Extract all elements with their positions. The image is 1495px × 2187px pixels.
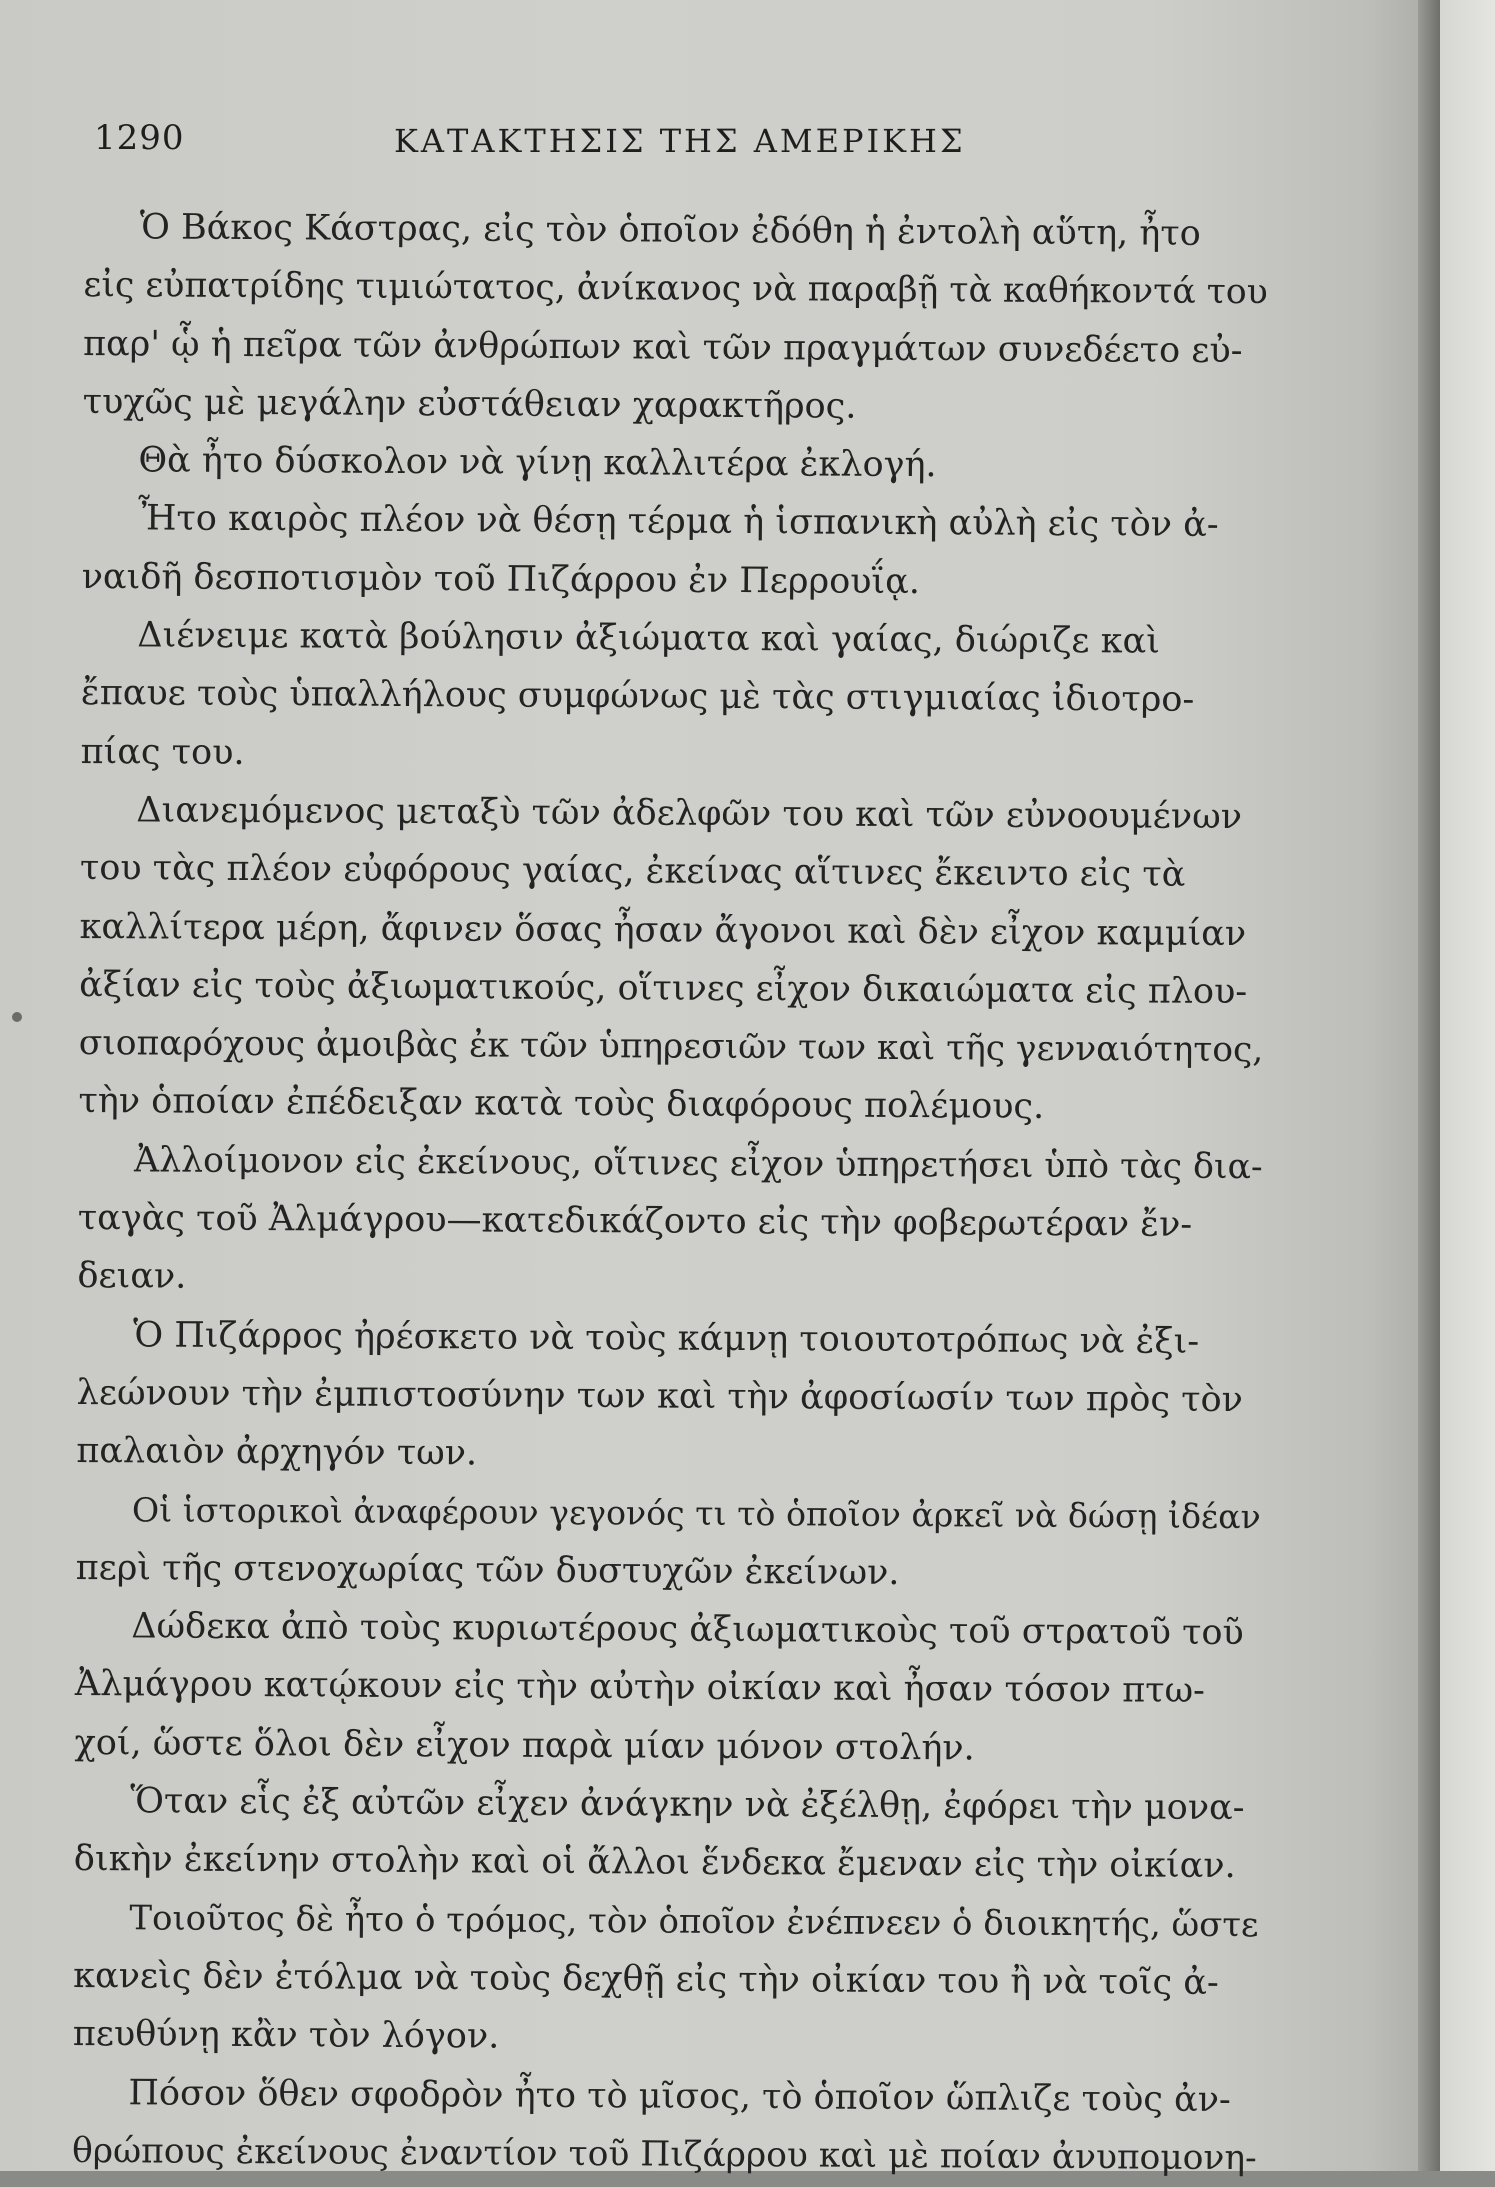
paragraph [83,198,1269,438]
text-line: Ἀλλοίμονον εἰς ἐκείνους, οἵτινες εἶχον ὑπηρετήσει ὑπὸ τὰς δια- [134,1140,1263,1187]
paragraph [72,2063,1258,2187]
text-line: περὶ τῆς στενοχωρίας τῶν δυστυχῶν ἐκείνων. [75,1547,900,1593]
text-line: πευθύνῃ κἂν τὸν λόγον. [72,2014,500,2057]
text-line: Ἦτο καιρὸς πλέον νὰ θέσῃ τέρμα ἡ ἱσπανικὴ αὐλὴ εἰς τὸν ἀ- [137,498,1219,546]
text-line: Θὰ ἦτο δύσκολον νὰ γίνῃ καλλιτέρα ἐκλογή. [138,440,937,486]
paragraph [78,781,1265,1138]
text-line: χοί, ὥστε ὅλοι δὲν εἶχον παρὰ μίαν μόνον στολήν. [74,1722,975,1769]
text-line: Ὅταν εἷς ἐξ αὐτῶν εἶχεν ἀνάγκην νὰ ἐξέλθῃ, ἐφόρει τὴν μονα- [130,1781,1245,1829]
running-title: ΚΑΤΑΚΤΗΣΙΣ ΤΗΣ ΑΜΕΡΙΚΗΣ [394,122,966,160]
text-line: Ὁ Πιζάρρος ἠρέσκετο νὰ τοὺς κάμνῃ τοιουτοτρόπως νὰ ἐξι- [132,1314,1200,1362]
text-line: σιοπαρόχους ἀμοιβὰς ἐκ τῶν ὑπηρεσιῶν των καὶ τῆς γενναιότητος, [78,1023,1264,1071]
text-line: καλλίτερα μέρη, ἄφινεν ὅσας ἦσαν ἄγονοι καὶ δὲν εἶχον καμμίαν [79,906,1247,954]
paragraph [77,1131,1263,1313]
page-header [94,118,1254,168]
text-line: ταγὰς τοῦ Ἀλμάγρου—κατεδικάζοντο εἰς τὴν φοβερωτέραν ἔν- [77,1198,1193,1245]
text-line: Διένειμε κατὰ βούλησιν ἀξιώματα καὶ γαίας, διώριζε καὶ [137,615,1160,662]
text-line: Ὁ Βάκος Κάστρας, εἰς τὸν ὁποῖον ἐδόθη ἡ ἐντολὴ αὕτη, ἦτο [139,207,1201,254]
text-line: εἰς εὐπατρίδης τιμιώτατος, ἀνίκανος νὰ παραβῇ τὰ καθήκοντά του [83,265,1268,313]
paragraph [74,1597,1260,1779]
text-line: Τοιοῦτος δὲ ἦτο ὁ τρόμος, τὸν ὁποῖον ἐνέπνεεν ὁ διοικητής, ὥστε [129,1897,1259,1944]
text-line: Διανεμόμενος μεταξὺ τῶν ἀδελφῶν του καὶ τῶν εὐνοουμένων [136,790,1243,838]
text-line: παρ' ᾧ ἡ πεῖρα τῶν ἀνθρώπων καὶ τῶν πραγμάτων συνεδέετο εὐ- [82,323,1243,371]
text-line: Πόσον ὅθεν σφοδρὸν ἦτο τὸ μῖσος, τὸ ὁποῖον ὥπλιζε τοὺς ἀν- [128,2072,1231,2120]
text-line: Ἀλμάγρου κατῴκουν εἰς τὴν αὐτὴν οἰκίαν καὶ ἦσαν τόσον πτω- [74,1664,1206,1712]
text-line: δειαν. [77,1256,187,1297]
paragraph [76,1306,1262,1488]
text-line: τὴν ὁποίαν ἐπέδειξαν κατὰ τοὺς διαφόρους πολέμους. [78,1081,1045,1128]
text-line: δικὴν ἐκείνην στολὴν καὶ οἱ ἄλλοι ἕνδεκα ἔμεναν εἰς τὴν οἰκίαν. [73,1839,1236,1887]
text-line: λεώνουν τὴν ἐμπιστοσύνην των καὶ τὴν ἀφοσίωσίν των πρὸς τὸν [76,1372,1244,1421]
body-text [72,198,1269,2187]
paragraph [82,431,1267,497]
text-line: Οἱ ἱστορικοὶ ἀναφέρουν γεγονός τι τὸ ὁποῖον ἀρκεῖ νὰ δώσῃ ἰδέαν [131,1489,1261,1536]
text-line: παλαιὸν ἀρχηγόν των. [76,1431,478,1474]
page-number: 1290 [94,118,185,158]
paragraph [74,1772,1260,1896]
text-line: πίας του. [80,731,245,773]
paragraph [73,1889,1259,2071]
text-line: θρώπους ἐκείνους ἐναντίον τοῦ Πιζάρρου καὶ μὲ ποίαν ἀνυπομονη- [71,2130,1257,2178]
text-line: τυχῶς μὲ μεγάλην εὐστάθειαν χαρακτῆρος. [82,381,857,427]
text-line: ναιδῆ δεσποτισμὸν τοῦ Πιζάρρου ἐν Περρουΐᾳ. [81,556,921,602]
text-line: του τὰς πλέον εὐφόρους γαίας, ἐκείνας αἵτινες ἔκειντο εἰς τὰ [79,848,1186,896]
margin-ink-dot [12,1012,22,1022]
paragraph [75,1481,1261,1605]
text-line: Δώδεκα ἀπὸ τοὺς κυριωτέρους ἀξιωματικοὺς τοῦ στρατοῦ τοῦ [131,1606,1244,1654]
page-gutter-shadow [1418,0,1440,2171]
text-line: ἀξίαν εἰς τοὺς ἀξιωματικούς, οἵτινες εἶχον δικαιώματα εἰς πλου- [79,964,1248,1012]
text-line: ἔπαυε τοὺς ὑπαλλήλους συμφώνως μὲ τὰς στιγμιαίας ἰδιοτρο- [80,673,1195,721]
paragraph [80,606,1266,788]
text-line: κανεὶς δὲν ἐτόλμα νὰ τοὺς δεχθῇ εἰς τὴν οἰκίαν του ἢ νὰ τοῖς ἀ- [73,1955,1219,2003]
adjacent-page-edge [1440,0,1495,2171]
paragraph [82,489,1268,613]
